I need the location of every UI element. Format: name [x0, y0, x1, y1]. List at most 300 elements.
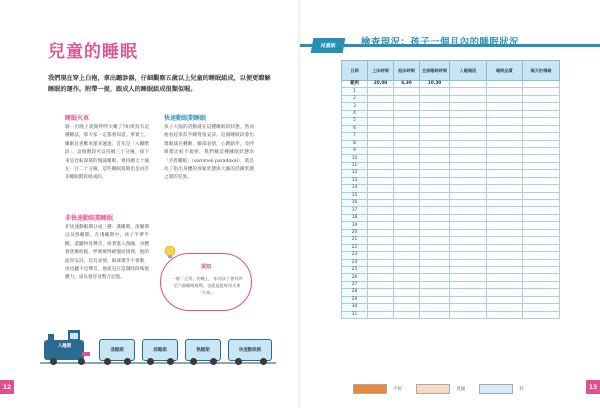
table-row	[342, 110, 560, 117]
log-cell[interactable]	[450, 140, 487, 147]
log-cell[interactable]	[487, 259, 523, 266]
log-cell[interactable]	[368, 103, 394, 110]
log-cell[interactable]	[523, 259, 560, 266]
log-cell[interactable]	[487, 274, 523, 281]
log-cell[interactable]	[420, 207, 450, 214]
log-cell[interactable]	[450, 155, 487, 162]
log-cell[interactable]	[420, 88, 450, 95]
log-cell[interactable]	[394, 118, 420, 125]
log-cell[interactable]	[394, 311, 420, 318]
log-cell[interactable]	[487, 110, 523, 117]
log-cell[interactable]	[487, 140, 523, 147]
log-cell[interactable]	[368, 289, 394, 296]
log-cell[interactable]	[394, 244, 420, 251]
log-cell[interactable]	[487, 118, 523, 125]
header-next-day-mood: 隔天的情緒	[523, 61, 560, 81]
log-cell[interactable]	[368, 304, 394, 311]
log-cell[interactable]	[523, 177, 560, 184]
day-number: 31	[342, 311, 368, 318]
header-bedtime: 上床時間	[368, 61, 394, 81]
table-row	[342, 103, 560, 110]
log-cell[interactable]	[523, 222, 560, 229]
log-cell[interactable]	[523, 125, 560, 132]
log-cell[interactable]	[394, 207, 420, 214]
log-cell[interactable]	[368, 214, 394, 221]
log-cell[interactable]	[394, 170, 420, 177]
log-cell[interactable]	[394, 88, 420, 95]
log-cell[interactable]	[450, 229, 487, 236]
log-cell[interactable]	[487, 200, 523, 207]
log-cell[interactable]	[523, 110, 560, 117]
log-cell[interactable]	[487, 296, 523, 303]
log-cell[interactable]	[368, 207, 394, 214]
log-cell[interactable]	[487, 229, 523, 236]
log-cell[interactable]	[394, 162, 420, 169]
legend-swatch-average	[416, 384, 450, 394]
log-cell[interactable]	[450, 244, 487, 251]
log-cell[interactable]	[450, 237, 487, 244]
log-cell[interactable]	[523, 118, 560, 125]
day-number: 24	[342, 259, 368, 266]
day-number: 10	[342, 155, 368, 162]
log-cell[interactable]	[368, 95, 394, 102]
table-row	[342, 304, 560, 311]
log-cell[interactable]	[420, 229, 450, 236]
log-cell[interactable]	[420, 274, 450, 281]
page-number-right: 13	[586, 380, 600, 394]
legend-label-bad: 不好	[393, 387, 403, 392]
log-cell[interactable]	[394, 133, 420, 140]
table-row	[342, 162, 560, 169]
day-number: 15	[342, 192, 368, 199]
table-row	[342, 237, 560, 244]
log-cell[interactable]	[450, 125, 487, 132]
table-row	[342, 289, 560, 296]
log-cell[interactable]	[450, 200, 487, 207]
log-cell[interactable]	[368, 296, 394, 303]
example-quality	[487, 81, 523, 88]
log-cell[interactable]	[368, 244, 394, 251]
log-cell[interactable]	[450, 103, 487, 110]
log-cell[interactable]	[420, 296, 450, 303]
table-row	[342, 259, 560, 266]
log-cell[interactable]	[523, 244, 560, 251]
right-page	[300, 0, 600, 408]
log-cell[interactable]	[523, 155, 560, 162]
day-number: 26	[342, 274, 368, 281]
example-waketime: 6,30	[394, 81, 420, 88]
log-cell[interactable]	[450, 118, 487, 125]
legend-item-bad	[353, 384, 402, 394]
legend-item-good	[479, 384, 524, 394]
log-cell[interactable]	[450, 214, 487, 221]
log-cell[interactable]	[523, 274, 560, 281]
table-row	[342, 177, 560, 184]
log-cell[interactable]	[523, 289, 560, 296]
log-cell[interactable]	[394, 222, 420, 229]
log-cell[interactable]	[368, 274, 394, 281]
log-cell[interactable]	[394, 177, 420, 184]
table-row	[342, 125, 560, 132]
log-cell[interactable]	[450, 222, 487, 229]
log-cell[interactable]	[523, 192, 560, 199]
log-cell[interactable]	[368, 237, 394, 244]
day-number: 6	[342, 125, 368, 132]
log-cell[interactable]	[420, 266, 450, 273]
log-cell[interactable]	[450, 296, 487, 303]
log-cell[interactable]	[394, 147, 420, 154]
day-number: 16	[342, 200, 368, 207]
log-cell[interactable]	[420, 170, 450, 177]
log-cell[interactable]	[394, 259, 420, 266]
quality-legend	[353, 384, 538, 394]
log-cell[interactable]	[420, 244, 450, 251]
log-cell[interactable]	[523, 170, 560, 177]
log-cell[interactable]	[420, 192, 450, 199]
table-row	[342, 118, 560, 125]
example-total: 10,30	[420, 81, 450, 88]
log-cell[interactable]	[523, 311, 560, 318]
log-cell[interactable]	[523, 304, 560, 311]
log-cell[interactable]	[487, 133, 523, 140]
table-row	[342, 266, 560, 273]
log-cell[interactable]	[523, 147, 560, 154]
log-cell[interactable]	[368, 281, 394, 288]
log-cell[interactable]	[523, 281, 560, 288]
section-text-rem: 孩子大腦的活動就在這種睡眠的狀態，然而他看起來似乎睡得很安詳。這個睡眠段會出現眼球在轉動，臉部表情，心跳踏步，及呼吸都比較不規律，我們稱這種睡眠狀態為「矛盾睡眠」（sommeil paradoxal），就是為了指出身體的放鬆狀態與大腦的活躍狀態之間的差異。	[164, 125, 254, 181]
log-cell[interactable]	[368, 118, 394, 125]
log-cell[interactable]	[420, 222, 450, 229]
log-cell[interactable]	[368, 192, 394, 199]
section-text-nrem: 非快速動眼期分成三種：淺睡期、深睡期以及熟睡期。在淺睡期中，孩子半夢半醒，還聽得見聲音，接著進入熟睡，身體會逐漸放鬆，呼吸變得緩慢而規律，他的面容安詳，沒有表情，眼球幾乎不會動，再也聽不見聲音。他就是在這個時段恢復體力、成長發育及整合記憶。	[65, 225, 149, 281]
log-cell[interactable]	[420, 155, 450, 162]
day-number: 21	[342, 237, 368, 244]
day-number: 5	[342, 118, 368, 125]
day-number: 25	[342, 266, 368, 273]
legend-swatch-good	[479, 384, 513, 394]
log-cell[interactable]	[450, 185, 487, 192]
log-cell[interactable]	[450, 162, 487, 169]
legend-label-average: 普通	[456, 387, 466, 392]
day-number: 20	[342, 229, 368, 236]
log-cell[interactable]	[368, 259, 394, 266]
day-number: 4	[342, 110, 368, 117]
log-cell[interactable]	[450, 252, 487, 259]
table-row	[342, 296, 560, 303]
train-car-light-sleep: 淺睡期	[99, 339, 135, 361]
log-cell[interactable]	[420, 185, 450, 192]
log-cell[interactable]	[487, 192, 523, 199]
log-cell[interactable]	[394, 304, 420, 311]
day-number: 22	[342, 244, 368, 251]
wheel	[167, 358, 174, 365]
section-tag: 兒童版	[311, 38, 346, 53]
log-cell[interactable]	[487, 177, 523, 184]
log-cell[interactable]	[523, 214, 560, 221]
day-number: 18	[342, 214, 368, 221]
legend-swatch-bad	[353, 384, 387, 394]
log-cell[interactable]	[487, 185, 523, 192]
example-label: 範例	[342, 81, 368, 88]
log-cell[interactable]	[487, 237, 523, 244]
log-cell[interactable]	[420, 133, 450, 140]
log-cell[interactable]	[368, 155, 394, 162]
log-cell[interactable]	[394, 95, 420, 102]
day-number: 8	[342, 140, 368, 147]
log-cell[interactable]	[487, 304, 523, 311]
log-cell[interactable]	[487, 147, 523, 154]
day-number: 30	[342, 304, 368, 311]
log-cell[interactable]	[523, 103, 560, 110]
section-text-sleep-train: 層一出晚上就開呼呼大睡了?如果真有這種睡法，那大家一定都會知道。事實上，睡眠比喜歡來運來運過，首先是「入睡階段」，這個階段可以持續三十分鐘，接下來是比較深層的慢波睡眠，會持續大十個左一百二十分鐘，這些睡眠週期也是由許多睡眠階段組成的。	[65, 125, 149, 181]
table-row	[342, 311, 560, 318]
log-cell[interactable]	[420, 162, 450, 169]
log-cell[interactable]	[394, 274, 420, 281]
header-waketime: 起床時間	[394, 61, 420, 81]
log-cell[interactable]	[523, 133, 560, 140]
log-cell[interactable]	[394, 192, 420, 199]
log-cell[interactable]	[368, 266, 394, 273]
table-row	[342, 207, 560, 214]
checklist-title: 檢查現況：孩子一個月內的睡眠狀況	[361, 37, 520, 48]
log-cell[interactable]	[420, 259, 450, 266]
example-onset	[450, 81, 487, 88]
log-cell[interactable]	[368, 133, 394, 140]
note-title: 須知	[200, 264, 212, 270]
day-number: 23	[342, 252, 368, 259]
table-row	[342, 140, 560, 147]
log-cell[interactable]	[394, 110, 420, 117]
log-cell[interactable]	[394, 237, 420, 244]
log-cell[interactable]	[523, 252, 560, 259]
log-cell[interactable]	[420, 311, 450, 318]
log-cell[interactable]	[450, 192, 487, 199]
log-cell[interactable]	[523, 207, 560, 214]
log-cell[interactable]	[450, 133, 487, 140]
log-cell[interactable]	[420, 118, 450, 125]
table-row	[342, 185, 560, 192]
log-cell[interactable]	[420, 200, 450, 207]
table-header-row	[342, 61, 560, 81]
log-cell[interactable]	[368, 125, 394, 132]
log-cell[interactable]	[394, 266, 420, 273]
log-cell[interactable]	[368, 88, 394, 95]
table-row	[342, 133, 560, 140]
log-cell[interactable]	[487, 88, 523, 95]
log-cell[interactable]	[394, 281, 420, 288]
log-cell[interactable]	[420, 140, 450, 147]
log-cell[interactable]	[420, 281, 450, 288]
day-number: 3	[342, 103, 368, 110]
log-cell[interactable]	[394, 214, 420, 221]
log-cell[interactable]	[420, 95, 450, 102]
header-sleep-onset: 入睡階段	[450, 61, 487, 81]
log-cell[interactable]	[394, 155, 420, 162]
log-cell[interactable]	[487, 125, 523, 132]
log-cell[interactable]	[368, 185, 394, 192]
day-number: 9	[342, 147, 368, 154]
log-cell[interactable]	[420, 147, 450, 154]
log-cell[interactable]	[523, 266, 560, 273]
log-cell[interactable]	[450, 259, 487, 266]
wheel	[78, 358, 85, 365]
header-date: 日期	[342, 61, 368, 81]
day-number: 17	[342, 207, 368, 214]
train-car-deep-sleep: 深睡期	[142, 339, 178, 361]
log-cell[interactable]	[394, 200, 420, 207]
log-cell[interactable]	[487, 155, 523, 162]
log-cell[interactable]	[450, 304, 487, 311]
log-cell[interactable]	[450, 147, 487, 154]
log-cell[interactable]	[394, 296, 420, 303]
table-row	[342, 155, 560, 162]
day-number: 14	[342, 185, 368, 192]
log-cell[interactable]	[487, 222, 523, 229]
day-number: 12	[342, 170, 368, 177]
log-cell[interactable]	[487, 170, 523, 177]
log-cell[interactable]	[487, 311, 523, 318]
log-cell[interactable]	[487, 162, 523, 169]
log-cell[interactable]	[523, 162, 560, 169]
log-cell[interactable]	[487, 103, 523, 110]
log-cell[interactable]	[523, 88, 560, 95]
log-cell[interactable]	[450, 281, 487, 288]
log-cell[interactable]	[523, 200, 560, 207]
header-total-sleep: 全部睡眠時間	[420, 61, 450, 81]
log-cell[interactable]	[450, 177, 487, 184]
log-cell[interactable]	[394, 125, 420, 132]
log-cell[interactable]	[368, 170, 394, 177]
log-cell[interactable]	[450, 110, 487, 117]
header-sleep-quality: 睡眠品質	[487, 61, 523, 81]
log-cell[interactable]	[420, 252, 450, 259]
legend-item-average	[416, 384, 465, 394]
log-cell[interactable]	[368, 177, 394, 184]
log-cell[interactable]	[368, 229, 394, 236]
log-cell[interactable]	[420, 237, 450, 244]
log-cell[interactable]	[450, 88, 487, 95]
wheel	[190, 358, 197, 365]
intro-paragraph: 我們現在穿上白袍，拿出聽診器，仔細觀察五歲以上兒童的睡眠組成，以便更瞭解睡眠的運作。附帶一提，跟成人的睡眠組成很類似喔。	[48, 75, 271, 93]
sleep-log-table	[341, 60, 559, 319]
log-cell[interactable]	[368, 200, 394, 207]
day-number: 7	[342, 133, 368, 140]
log-cell[interactable]	[368, 311, 394, 318]
log-cell[interactable]	[368, 162, 394, 169]
log-cell[interactable]	[487, 266, 523, 273]
wheel	[260, 358, 267, 365]
log-cell[interactable]	[450, 170, 487, 177]
log-cell[interactable]	[368, 222, 394, 229]
log-cell[interactable]	[487, 207, 523, 214]
wheel	[104, 358, 111, 365]
day-number: 2	[342, 95, 368, 102]
legend-label-good: 好	[519, 387, 525, 392]
log-cell[interactable]	[523, 229, 560, 236]
wheel	[210, 358, 217, 365]
example-bedtime: 20,00	[368, 81, 394, 88]
log-cell[interactable]	[420, 125, 450, 132]
log-cell[interactable]	[420, 304, 450, 311]
log-cell[interactable]	[487, 281, 523, 288]
log-cell[interactable]	[394, 289, 420, 296]
log-cell[interactable]	[487, 95, 523, 102]
log-cell[interactable]	[487, 244, 523, 251]
note-bubble	[160, 253, 252, 311]
table-row	[342, 192, 560, 199]
log-cell[interactable]	[368, 140, 394, 147]
log-cell[interactable]	[450, 311, 487, 318]
log-cell[interactable]	[420, 103, 450, 110]
wheel	[147, 358, 154, 365]
log-cell[interactable]	[523, 140, 560, 147]
day-number: 1	[342, 88, 368, 95]
train-car-heavy-sleep: 熟睡期	[185, 339, 221, 361]
table-row	[342, 95, 560, 102]
log-cell[interactable]	[487, 214, 523, 221]
log-cell[interactable]	[394, 140, 420, 147]
page-title: 兒童的睡眠	[48, 42, 138, 62]
day-number: 13	[342, 177, 368, 184]
log-cell[interactable]	[368, 252, 394, 259]
train-car-rem: 快速動眼期	[228, 339, 272, 361]
table-row	[342, 281, 560, 288]
page-number-left: 12	[0, 380, 14, 394]
day-number: 19	[342, 222, 368, 229]
log-cell[interactable]	[394, 103, 420, 110]
table-row	[342, 222, 560, 229]
wheel	[235, 358, 242, 365]
table-row	[342, 252, 560, 259]
log-cell[interactable]	[450, 95, 487, 102]
section-heading-nrem: 非快速動眼期睡眠	[65, 215, 114, 222]
log-cell[interactable]	[523, 237, 560, 244]
table-row	[342, 170, 560, 177]
log-cell[interactable]	[450, 266, 487, 273]
log-cell[interactable]	[368, 147, 394, 154]
log-cell[interactable]	[487, 289, 523, 296]
log-cell[interactable]	[450, 207, 487, 214]
log-cell[interactable]	[487, 252, 523, 259]
log-cell[interactable]	[450, 289, 487, 296]
table-row-example	[342, 81, 560, 88]
log-cell[interactable]	[420, 177, 450, 184]
log-cell[interactable]	[394, 185, 420, 192]
table-row	[342, 147, 560, 154]
table-row	[342, 88, 560, 95]
table-row	[342, 274, 560, 281]
wheel	[124, 358, 131, 365]
day-number: 11	[342, 162, 368, 169]
log-cell[interactable]	[420, 289, 450, 296]
section-heading-sleep-train: 睡眠火車	[65, 115, 90, 122]
log-cell[interactable]	[420, 214, 450, 221]
wheel	[50, 358, 57, 365]
log-cell[interactable]	[420, 110, 450, 117]
log-cell[interactable]	[368, 110, 394, 117]
day-number: 27	[342, 281, 368, 288]
example-mood	[523, 81, 560, 88]
note-text: 一個「正常」的晚上，年幼孩子會有四至六個睡眠週期，也就是說每列火車「火車」。	[171, 276, 243, 295]
log-cell[interactable]	[450, 274, 487, 281]
log-cell[interactable]	[523, 296, 560, 303]
day-number: 28	[342, 289, 368, 296]
section-heading-rem: 快速動眼期睡眠	[164, 115, 207, 122]
log-cell[interactable]	[523, 185, 560, 192]
log-cell[interactable]	[394, 252, 420, 259]
log-cell[interactable]	[523, 95, 560, 102]
log-cell[interactable]	[394, 229, 420, 236]
